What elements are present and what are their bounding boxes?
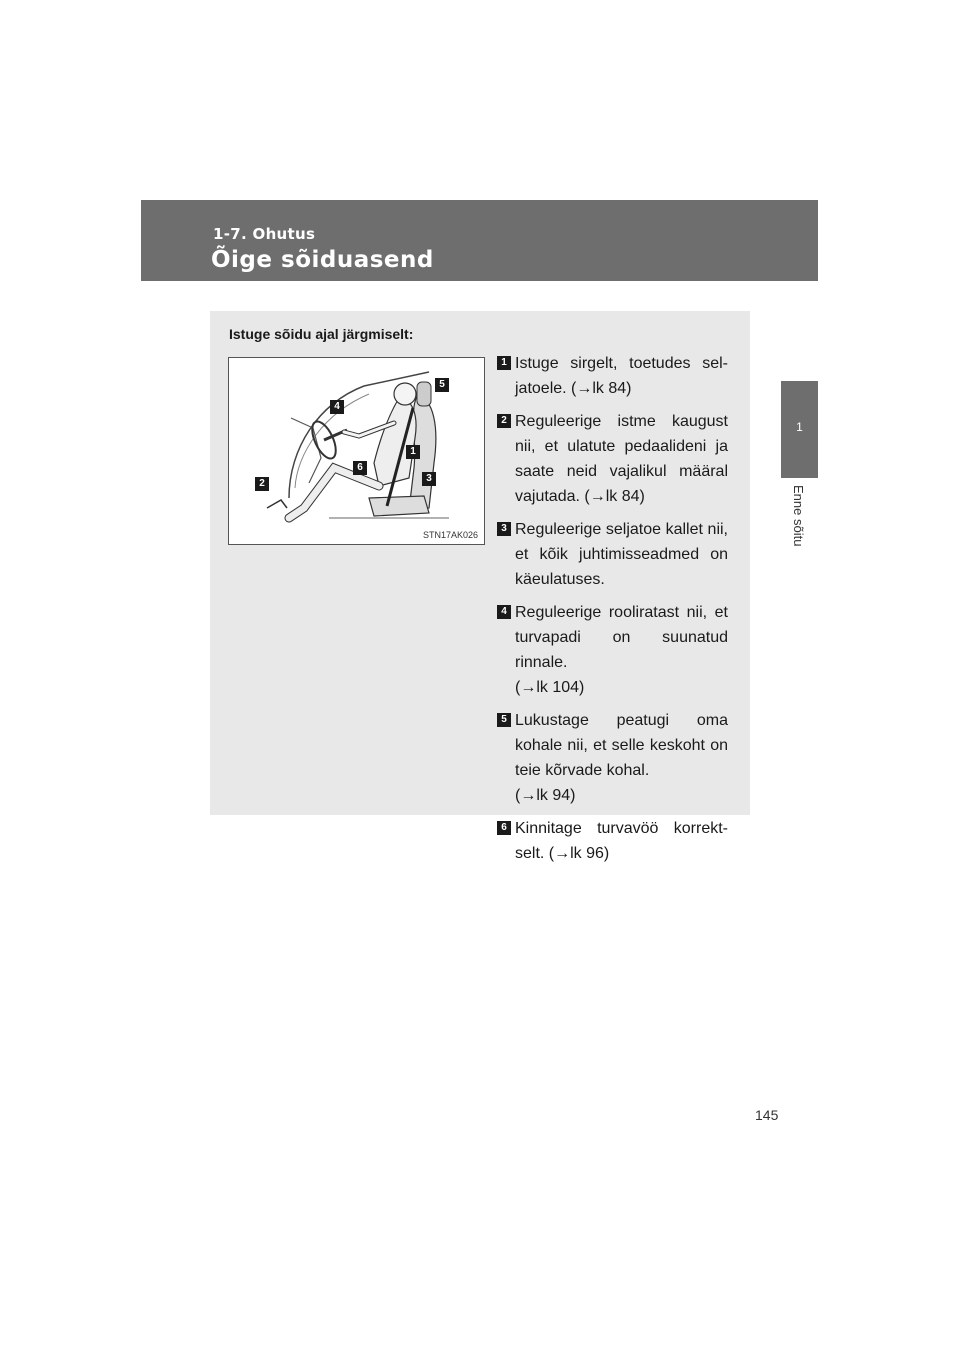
content-box — [210, 311, 750, 862]
section-header — [141, 200, 818, 281]
item-text: Reguleerige seljatoe kallet nii, et kõik juhtimisseadmed on käeulatuses. — [515, 521, 728, 588]
chapter-tab — [781, 381, 818, 478]
intro-text: Istuge sõidu ajal järgmiselt: — [229, 326, 414, 342]
callout-3: 3 — [422, 472, 436, 486]
list-item — [500, 816, 728, 866]
page-reference: (→lk 104) — [515, 679, 585, 696]
page-number: 145 — [755, 1107, 779, 1123]
callout-1: 1 — [406, 445, 420, 459]
list-item — [500, 600, 728, 700]
callout-4: 4 — [330, 400, 344, 414]
driving-position-illustration — [228, 357, 485, 545]
item-text: Reguleerige istme kaugust nii, et ulatute pedaalideni ja saate neid vajalikul määral vajutada. (→lk 84) — [515, 413, 728, 505]
item-text: Reguleerige rooliratast nii, et turvapadi on suunatud rinnale. — [515, 604, 728, 671]
item-text: Istuge sirgelt, toetudes sel-jatoele. (→lk 84) — [515, 355, 728, 397]
chapter-number: 1 — [796, 420, 803, 434]
item-number-badge: 6 — [497, 821, 511, 835]
list-item — [500, 517, 728, 592]
item-number-badge: 4 — [497, 605, 511, 619]
list-item — [500, 351, 728, 401]
item-number-badge: 2 — [497, 414, 511, 428]
callout-6: 6 — [353, 461, 367, 475]
item-number-badge: 1 — [497, 356, 511, 370]
item-text: Kinnitage turvavöö korrekt-selt. (→lk 96) — [515, 820, 728, 862]
callout-2: 2 — [255, 477, 269, 491]
instruction-list — [500, 351, 728, 874]
callout-5: 5 — [435, 378, 449, 392]
page-reference: (→lk 94) — [515, 787, 576, 804]
list-item — [500, 708, 728, 808]
page-title: Õige sõiduasend — [211, 247, 434, 273]
item-number-badge: 5 — [497, 713, 511, 727]
list-item — [500, 409, 728, 509]
item-number-badge: 3 — [497, 522, 511, 536]
item-text: Lukustage peatugi oma kohale nii, et selle keskoht on teie kõrvade kohal. — [515, 712, 728, 779]
chapter-label: Enne sõitu — [791, 485, 806, 547]
section-label: 1-7. Ohutus — [213, 225, 316, 243]
figure-code: STN17AK026 — [422, 530, 478, 540]
